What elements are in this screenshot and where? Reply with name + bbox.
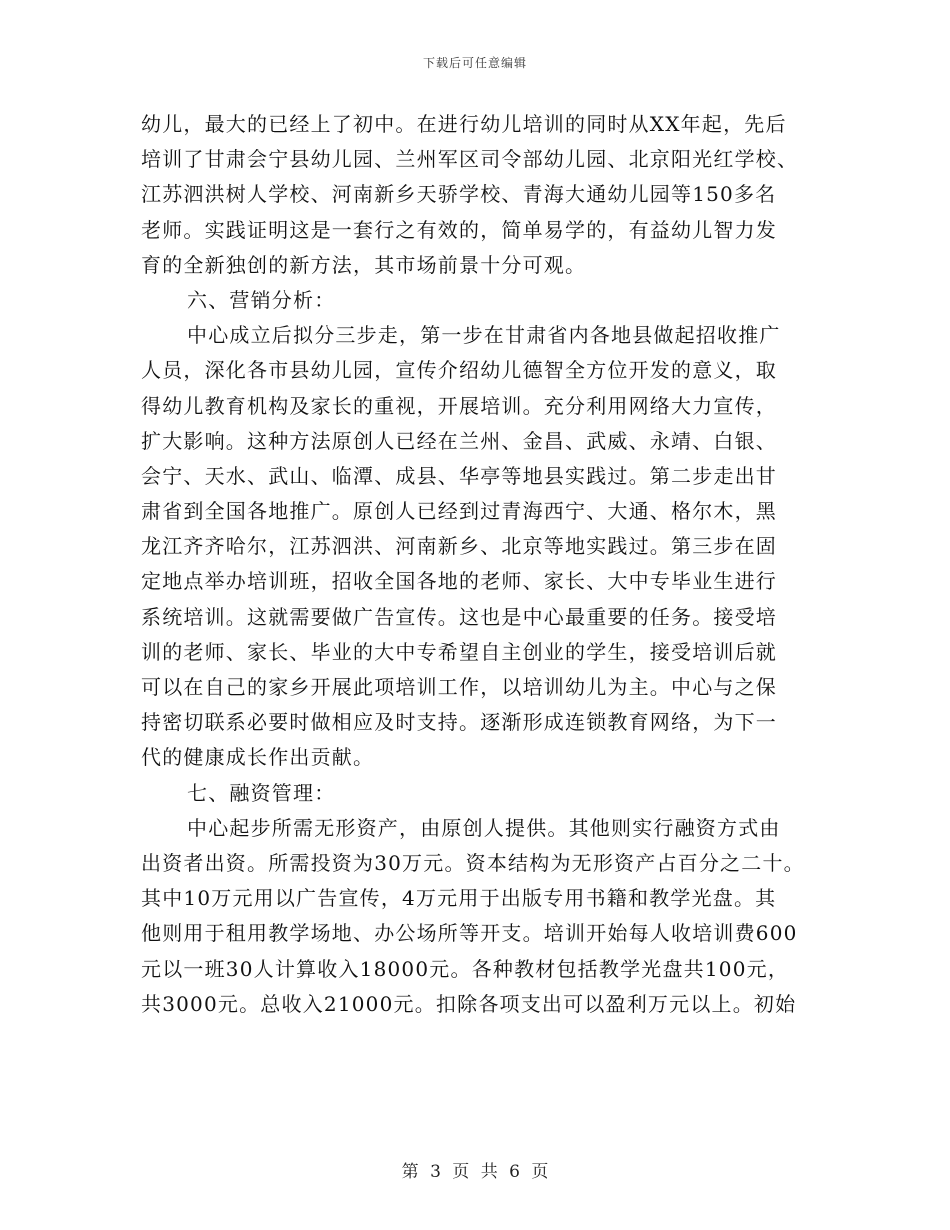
text-line: 人员，深化各市县幼儿园，宣传介绍幼儿德智全方位开发的意义，取 (141, 358, 777, 383)
text-line: 老师。实践证明这是一套行之有效的，简单易学的，有益幼儿智力发 (141, 217, 777, 242)
text-line: 中心起步所需无形资产，由原创人提供。其他则实行融资方式由 (187, 815, 781, 840)
text-line: 七、融资管理： (187, 780, 336, 805)
page-footer: 第 3 页 共 6 页 (401, 1162, 549, 1182)
document-body (141, 107, 811, 1022)
text-line: 龙江齐齐哈尔，江苏泗洪、河南新乡、北京等地实践过。第三步在固 (141, 534, 777, 559)
text-line: 定地点举办培训班，招收全国各地的老师、家长、大中专毕业生进行 (141, 569, 777, 594)
text-line: 其中10万元用以广告宣传，4万元用于出版专用书籍和教学光盘。其 (141, 886, 777, 911)
text-line: 出资者出资。所需投资为30万元。资本结构为无形资产占百分之二十。 (141, 850, 805, 875)
text-line: 扩大影响。这种方法原创人已经在兰州、金昌、武威、永靖、白银、 (141, 428, 777, 453)
text-line: 系统培训。这就需要做广告宣传。这也是中心最重要的任务。接受培 (141, 604, 777, 629)
text-line: 培训了甘肃会宁县幼儿园、兰州军区司令部幼儿园、北京阳光红学校、 (141, 147, 799, 172)
text-line: 六、营销分析： (187, 287, 336, 312)
text-line: 代的健康成长作出贡献。 (141, 745, 375, 770)
text-line: 可以在自己的家乡开展此项培训工作，以培训幼儿为主。中心与之保 (141, 675, 777, 699)
text-line: 训的老师、家长、毕业的大中专希望自主创业的学生，接受培训后就 (141, 639, 777, 664)
text-line: 育的全新独创的新方法，其市场前景十分可观。 (141, 252, 587, 277)
page-header: 下载后可任意编辑 (422, 56, 527, 70)
text-line: 共3000元。总收入21000元。扣除各项支出可以盈利万元以上。初始 (141, 991, 797, 1016)
text-line: 幼儿，最大的已经上了初中。在进行幼儿培训的同时从XX年起，先后 (141, 112, 787, 136)
text-line: 肃省到全国各地推广。原创人已经到过青海西宁、大通、格尔木，黑 (141, 499, 777, 524)
text-line: 他则用于租用教学场地、办公场所等开支。培训开始每人收培训费600 (141, 921, 798, 946)
text-line: 江苏泗洪树人学校、河南新乡天骄学校、青海大通幼儿园等150多名 (141, 182, 777, 207)
text-line: 持密切联系必要时做相应及时支持。逐渐形成连锁教育网络，为下一 (141, 710, 777, 735)
text-line: 元以一班30人计算收入18000元。各种教材包括教学光盘共100元， (141, 956, 790, 981)
text-line: 得幼儿教育机构及家长的重视，开展培训。充分利用网络大力宣传， (141, 393, 777, 418)
text-line: 中心成立后拟分三步走，第一步在甘肃省内各地县做起招收推广 (187, 323, 781, 348)
text-line: 会宁、天水、武山、临潭、成县、华亭等地县实践过。第二步走出甘 (141, 463, 777, 488)
